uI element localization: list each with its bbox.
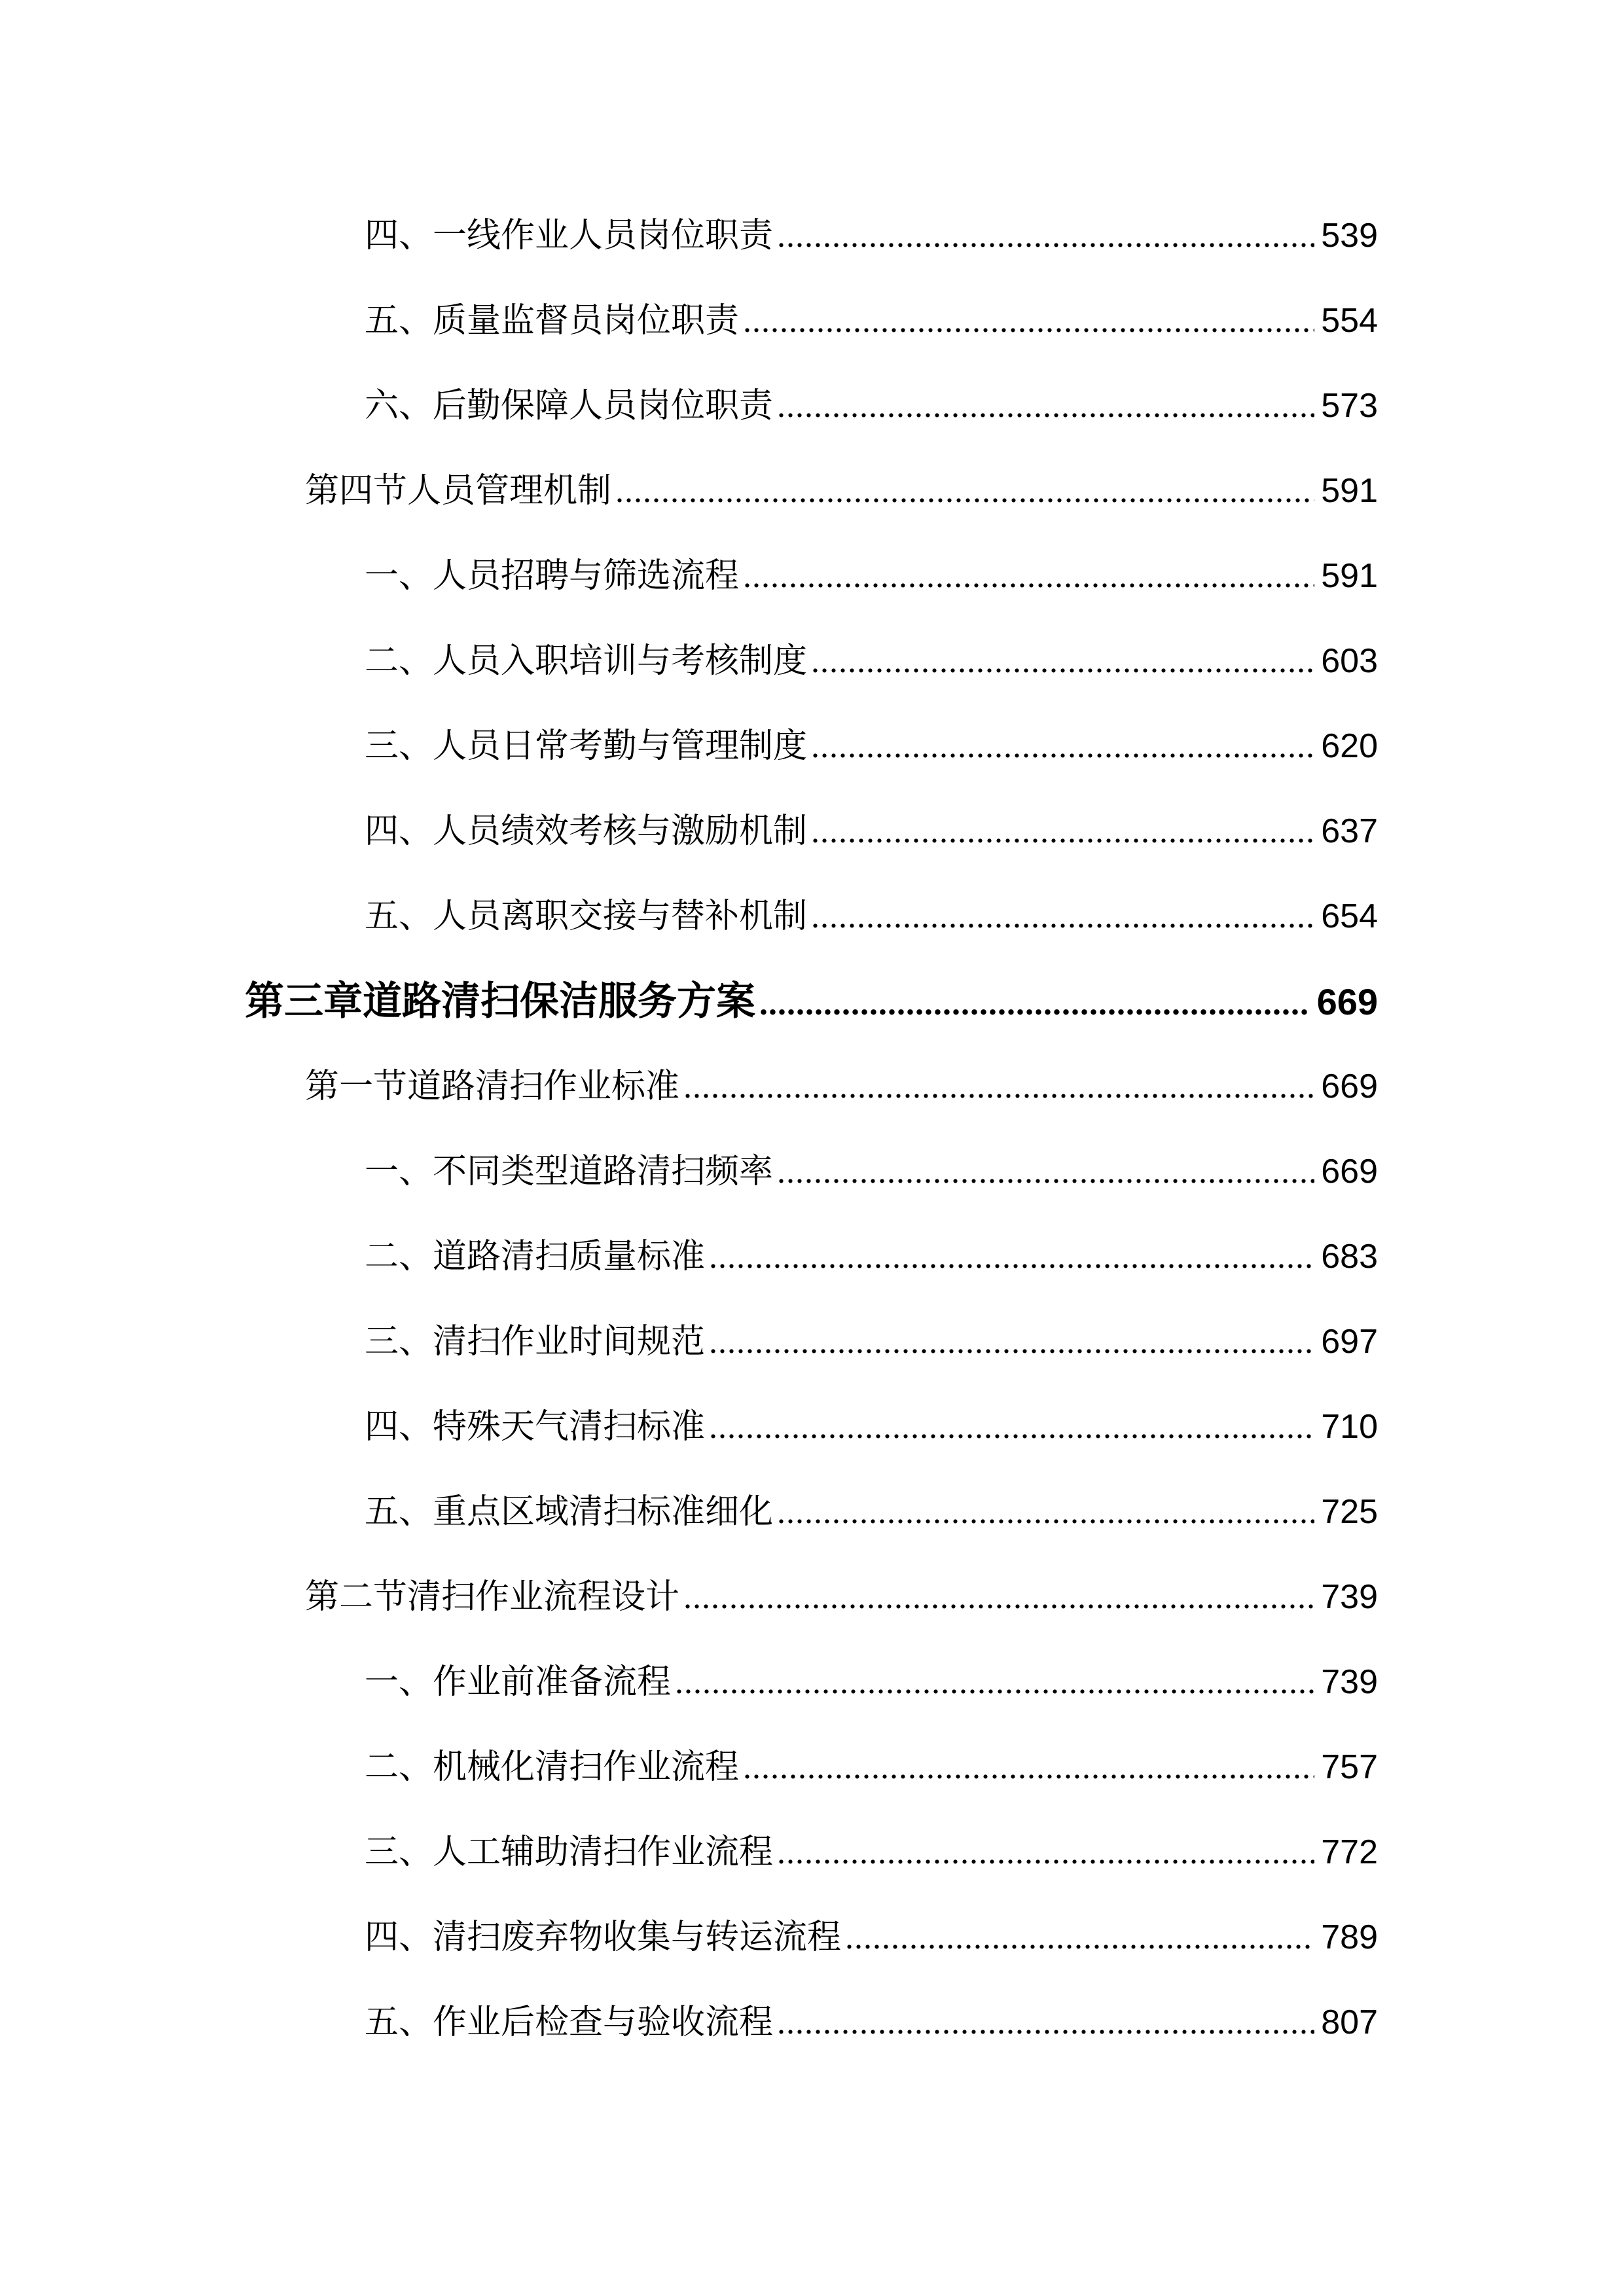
toc-entry [245,789,1378,874]
dot-leader [709,1300,1314,1385]
toc-entry-page-number: 725 [1321,1493,1378,1531]
dot-leader [709,1215,1314,1300]
toc-entry-page-number: 620 [1321,727,1378,765]
toc-entry-page-number: 591 [1321,557,1378,595]
toc-entry [245,278,1378,363]
toc-entry [245,1299,1378,1384]
toc-entry [245,1640,1378,1725]
toc-entry-title: 二、道路清扫质量标准 [365,1238,706,1276]
toc-entry-title: 二、人员入职培训与考核制度 [365,643,808,680]
dot-leader [759,961,1310,1047]
dot-leader [683,1045,1314,1130]
dot-leader [845,1895,1314,1981]
toc-entry-page-number: 573 [1321,387,1378,425]
toc-entry [245,619,1378,704]
toc-entry [245,1129,1378,1214]
toc-entry-page-number: 739 [1321,1663,1378,1701]
toc-entry-page-number: 710 [1321,1408,1378,1446]
toc-entry-page-number: 654 [1321,897,1378,935]
toc-entry [245,533,1378,619]
toc-entry [245,959,1378,1044]
toc-entry [245,1810,1378,1895]
toc-entry-title: 一、作业前准备流程 [365,1664,672,1701]
toc-entry-title: 第一节道路清扫作业标准 [305,1068,680,1105]
toc-entry-title: 第二节清扫作业流程设计 [305,1579,680,1616]
toc-entry-page-number: 591 [1321,472,1378,510]
toc-entry-page-number: 789 [1321,1918,1378,1956]
toc-entry-title: 六、后勤保障人员岗位职责 [365,387,774,425]
toc-entry-page-number: 669 [1321,1067,1378,1105]
toc-entry [245,874,1378,959]
toc-entry-title: 五、人员离职交接与替补机制 [365,898,808,935]
dot-leader [709,1385,1314,1470]
toc-entry-title: 五、作业后检查与验收流程 [365,2004,774,2041]
toc-entry-title: 一、不同类型道路清扫频率 [365,1153,774,1191]
toc-entry-title: 三、人工辅助清扫作业流程 [365,1834,774,1871]
toc-entry-title: 三、人员日常考勤与管理制度 [365,728,808,765]
dot-leader [811,874,1314,960]
toc-entry-title: 三、清扫作业时间规范 [365,1323,706,1361]
toc-entry [245,704,1378,789]
toc-entry [245,448,1378,533]
dot-leader [777,364,1314,449]
toc-entry-title: 五、重点区域清扫标准细化 [365,1494,774,1531]
dot-leader [777,1981,1314,2066]
toc-entry-title: 第四节人员管理机制 [305,473,612,510]
toc-entry-page-number: 739 [1321,1578,1378,1616]
dot-leader [777,1130,1314,1215]
toc-entry-title: 四、人员绩效考核与激励机制 [365,813,808,850]
toc-entry-page-number: 669 [1321,1153,1378,1191]
dot-leader [811,789,1314,874]
dot-leader [743,1725,1314,1810]
dot-leader [743,534,1314,619]
toc-entry [245,1214,1378,1299]
dot-leader [777,194,1314,279]
toc-entry [245,1980,1378,2065]
dot-leader [811,704,1314,789]
toc-entry [245,1469,1378,1554]
toc-entry-page-number: 637 [1321,812,1378,850]
toc-entry-page-number: 697 [1321,1323,1378,1361]
toc-entry-page-number: 669 [1316,981,1378,1022]
toc-entry [245,1725,1378,1810]
toc-entry-title: 二、机械化清扫作业流程 [365,1749,740,1786]
toc-entry-page-number: 757 [1321,1748,1378,1786]
toc-entry-page-number: 807 [1321,2003,1378,2041]
toc-entry-title: 一、人员招聘与筛选流程 [365,558,740,595]
toc-entry-title: 四、特殊天气清扫标准 [365,1408,706,1446]
toc-entry-title: 四、清扫废弃物收集与转运流程 [365,1919,842,1956]
dot-leader [615,449,1314,534]
toc-entry [245,1895,1378,1980]
dot-leader [777,1470,1314,1555]
dot-leader [743,279,1314,364]
toc-entry [245,1554,1378,1640]
toc-entry [245,363,1378,448]
toc-entry-page-number: 539 [1321,217,1378,255]
toc-entry-title: 五、质量监督员岗位职责 [365,302,740,340]
toc-entry-page-number: 683 [1321,1238,1378,1276]
toc-entry [245,1384,1378,1469]
toc-entry-title: 四、一线作业人员岗位职责 [365,217,774,255]
toc-entry-title: 第三章道路清扫保洁服务方案 [245,980,755,1023]
toc-entry [245,193,1378,278]
toc-entry-page-number: 603 [1321,642,1378,680]
dot-leader [811,619,1314,704]
toc-entry-page-number: 554 [1321,302,1378,340]
dot-leader [675,1640,1314,1725]
toc-entry-page-number: 772 [1321,1833,1378,1871]
dot-leader [683,1555,1314,1640]
dot-leader [777,1810,1314,1895]
toc-list [245,193,1378,2065]
toc-entry [245,1044,1378,1129]
